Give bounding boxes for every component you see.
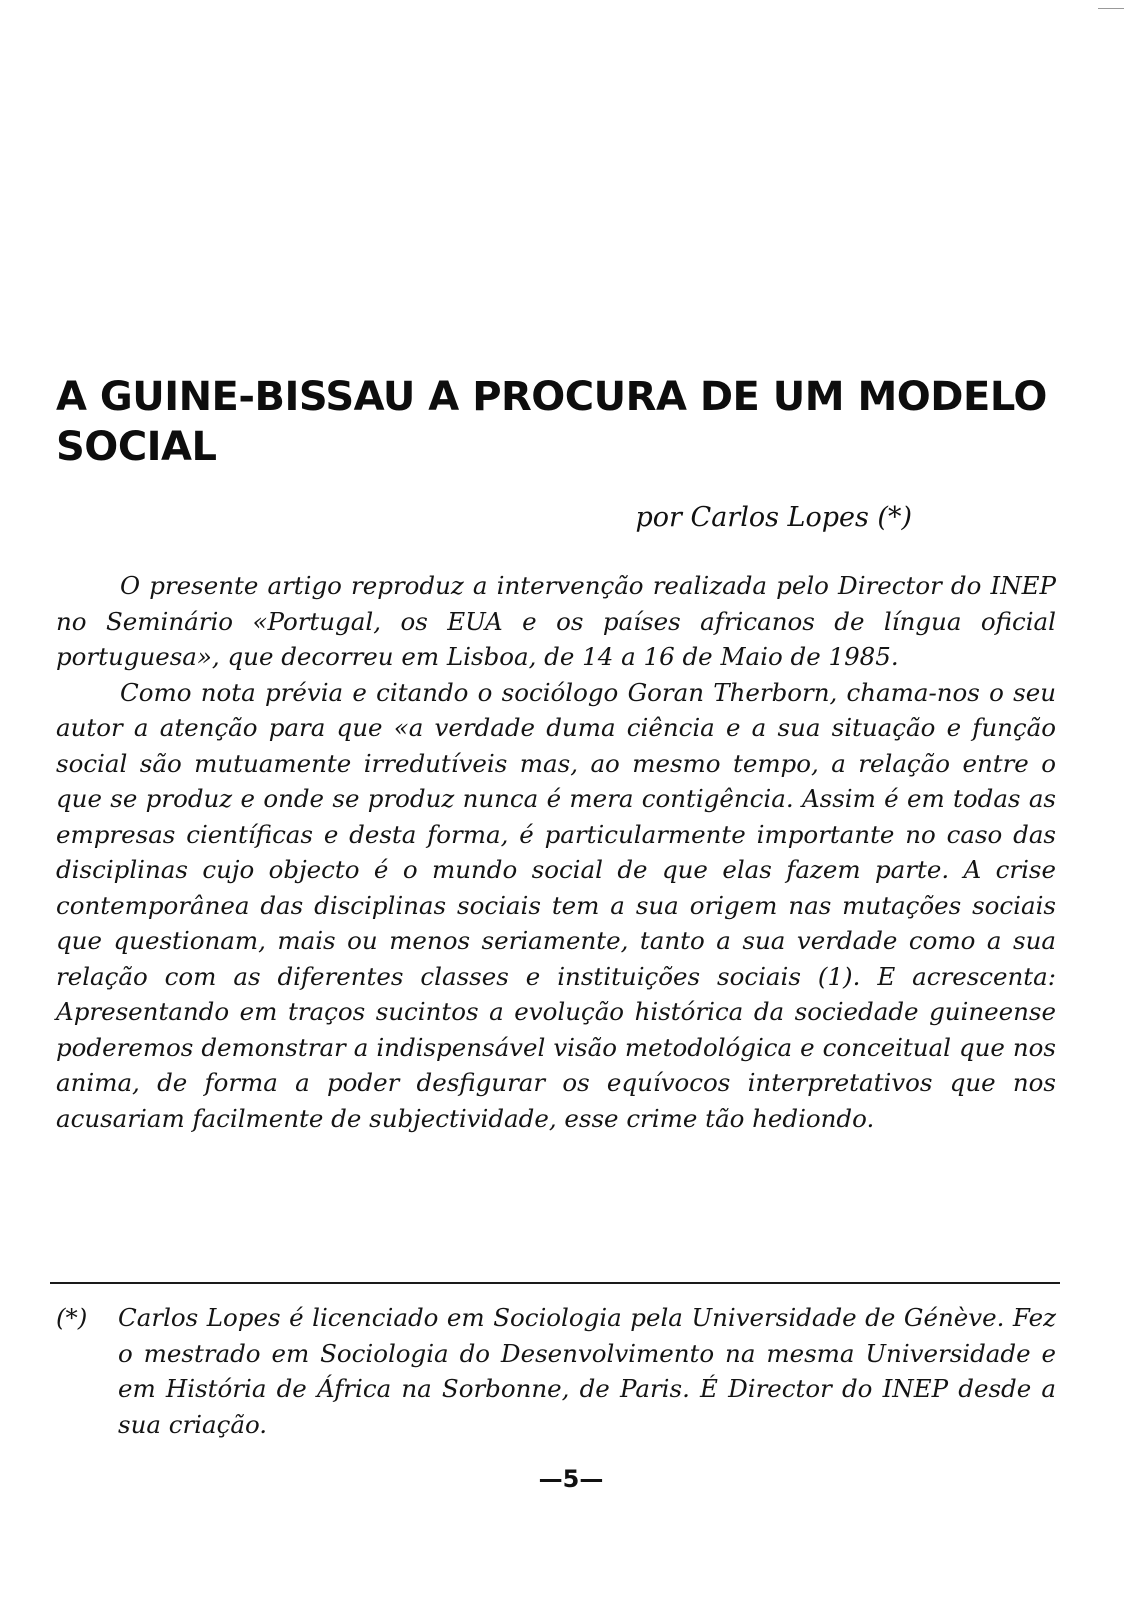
- footnote-divider: [50, 1282, 1060, 1284]
- scan-corner-mark: [1098, 8, 1124, 9]
- body-paragraph: Como nota prévia e citando o sociólogo Goran Therborn, chama-nos o seu autor a atenção para que «a verdade duma ciência e a sua situação e função social são mutuamente irredutíveis mas, ao mesmo tempo, a relação entre o que se produz e onde se produz nunca é mera contigência. Assim é em todas as empresas científicas e desta forma, é particularmente importante no caso das disciplinas cujo objecto é o mundo social de que elas fazem parte. A crise contemporânea das disciplinas sociais tem a sua origem nas mutações sociais que questionam, mais ou menos seriamente, tanto a sua verdade como a sua relação com as diferentes classes e instituições sociais (1). E acrescenta: Apresentando em traços sucintos a evolução histórica da sociedade guineense poderemos demonstrar a indispensável visão metodológica e conceitual que nos anima, de forma a poder desfigurar os equívocos interpretativos que nos acusariam facilmente de subjectividade, esse crime tão hediondo.: [56, 677, 1056, 1133]
- footnote: [56, 1300, 1056, 1442]
- page-number: —5—: [538, 1465, 604, 1493]
- article-body: [56, 568, 1056, 1136]
- intro-paragraph: O presente artigo reproduz a intervenção realizada pelo Director do INEP no Seminário «Portugal, os EUA e os países africanos de língua oficial portuguesa», que decorreu em Lisboa, de 14 a 16 de Maio de 1985.: [56, 571, 1056, 671]
- article-byline: por Carlos Lopes (*): [635, 502, 912, 533]
- footnote-text: Carlos Lopes é licenciado em Sociologia pela Universidade de Génève. Fez o mestrado em Sociologia do Desenvolvimento na mesma Universidade e em História de África na Sorbonne, de Paris. É Director do INEP desde a sua criação.: [118, 1303, 1056, 1439]
- article-title: A GUINE-BISSAU A PROCURA DE UM MODELO SOCIAL: [56, 374, 1047, 470]
- footnote-marker: (*): [56, 1303, 88, 1332]
